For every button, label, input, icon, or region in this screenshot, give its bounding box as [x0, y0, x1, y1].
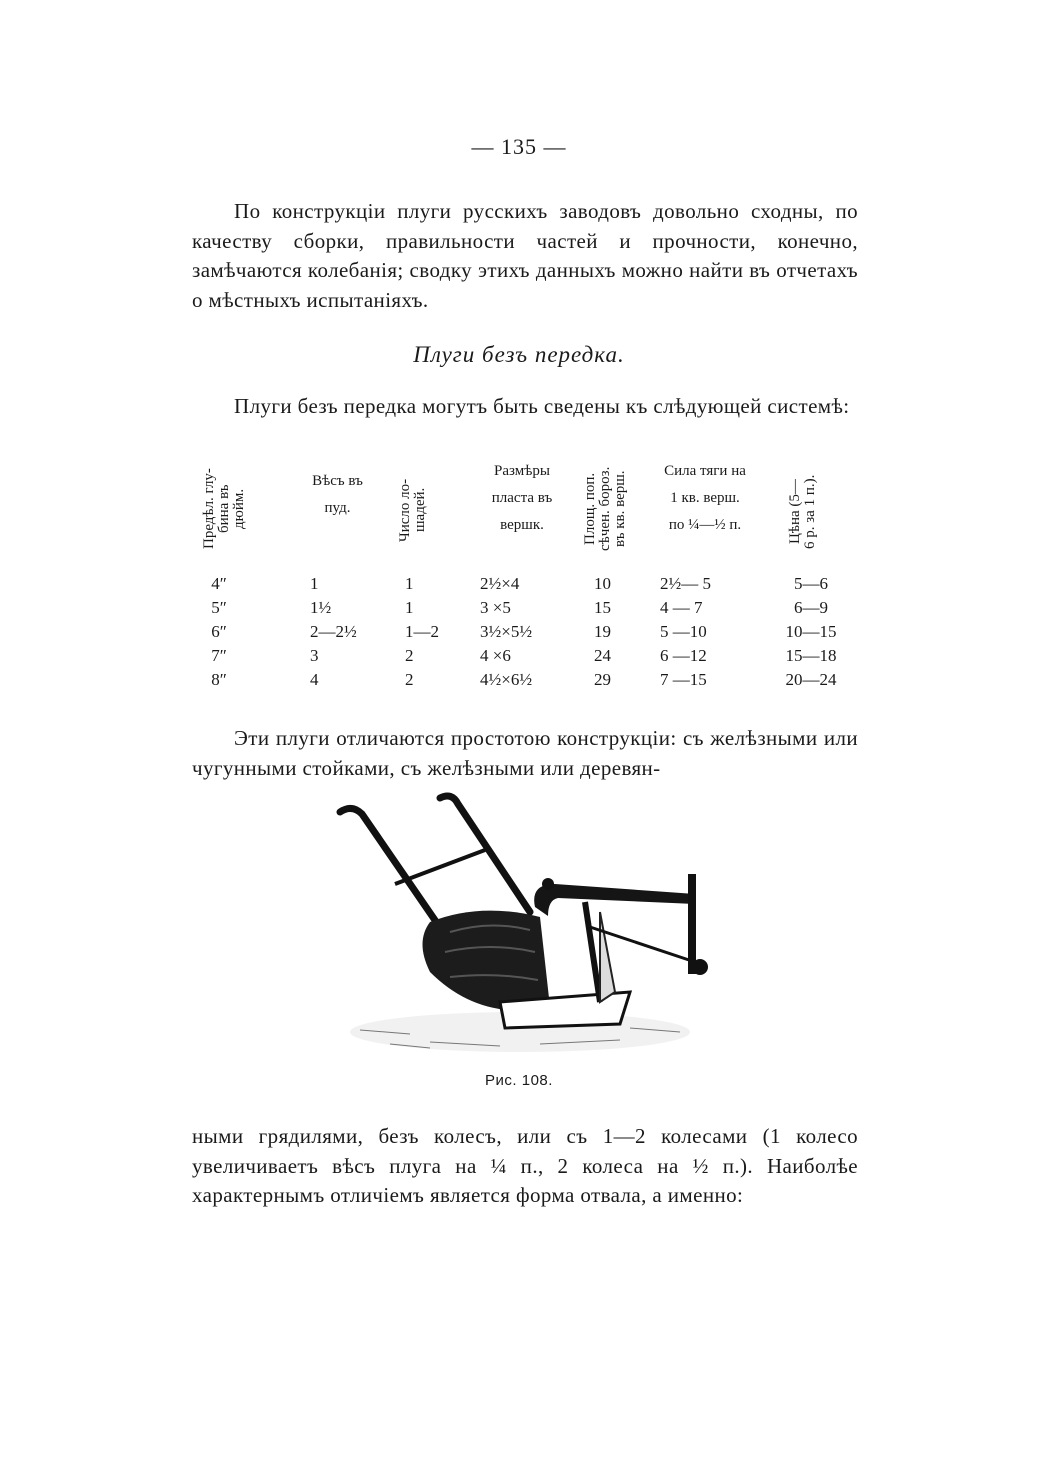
paragraph-wheels: ными грядилями, безъ колесъ, или съ 1—2 колесами (1 колесо увеличиваетъ вѣсъ плуга на ¼ п., 2 колеса на ½ п.). Наиболѣе характернымъ отличіемъ является форма отвала, а именно:	[192, 1124, 858, 1207]
cell-weight: 3	[310, 646, 319, 665]
paragraph-construction: Эти плуги отличаются простотою конструкціи: съ желѣзными или чугунными стойками, съ желѣзными или деревян-	[192, 726, 858, 780]
paragraph-system: Плуги безъ передка могутъ быть сведены къ слѣдующей системѣ:	[234, 394, 850, 418]
cell-draft: 5 —10	[660, 622, 707, 641]
cell-depth: 4″	[211, 574, 227, 593]
cell-layer: 4½×6½	[480, 670, 533, 689]
header-price: Цѣна (5— 6 р. за 1 п.).	[787, 474, 818, 550]
header-draft: Сила тяги на 1 кв. верш. по ¼—½ п.	[664, 463, 746, 533]
table-row	[200, 574, 850, 598]
page-number: — 135 —	[471, 134, 567, 159]
cell-depth: 8″	[211, 670, 227, 689]
cell-area: 24	[594, 646, 611, 665]
cell-weight: 2—2½	[310, 622, 357, 641]
header-horses: Число ло- шадей.	[397, 478, 428, 542]
cell-depth: 6″	[211, 622, 227, 641]
figure-caption: Рис. 108.	[485, 1072, 553, 1089]
cell-draft: 4 — 7	[660, 598, 703, 617]
cell-layer: 3½×5½	[480, 622, 533, 641]
cell-horses: 1—2	[405, 622, 439, 641]
plough-spec-table	[200, 448, 850, 698]
paragraph-intro: По конструкціи плуги русскихъ заводовъ довольно сходны, по качеству сборки, правильности частей и прочности, конечно, замѣчаются колебанія; сводку этихъ данныхъ можно найти въ отчетахъ о мѣстныхъ испытаніяхъ.	[192, 199, 858, 312]
header-area: Площ. поп. сѣчен. бороз. въ кв. верш.	[582, 466, 628, 552]
cell-area: 15	[594, 598, 611, 617]
table-row	[200, 622, 850, 646]
cell-horses: 1	[405, 574, 414, 593]
cell-price: 20—24	[785, 670, 837, 689]
cell-draft: 7 —15	[660, 670, 707, 689]
table-row	[200, 670, 850, 694]
cell-depth: 5″	[211, 598, 227, 617]
header-weight: Вѣсъ въ пуд.	[312, 473, 363, 516]
cell-area: 29	[594, 670, 611, 689]
plough-illustration-icon	[300, 792, 740, 1062]
cell-weight: 1½	[310, 598, 332, 617]
cell-horses: 1	[405, 598, 414, 617]
cell-price: 10—15	[785, 622, 837, 641]
cell-price: 5—6	[794, 574, 828, 593]
figure-108	[300, 792, 740, 1062]
cell-depth: 7″	[211, 646, 227, 665]
cell-area: 19	[594, 622, 611, 641]
header-depth: Предѣл. глу- бина въ дюйм.	[201, 468, 247, 550]
cell-layer: 2½×4	[480, 574, 520, 593]
cell-weight: 1	[310, 574, 319, 593]
cell-horses: 2	[405, 646, 414, 665]
cell-price: 6—9	[794, 598, 828, 617]
cell-weight: 4	[310, 670, 319, 689]
table-row	[200, 646, 850, 670]
table-row	[200, 598, 850, 622]
cell-draft: 2½— 5	[660, 574, 711, 593]
cell-price: 15—18	[785, 646, 837, 665]
cell-layer: 3 ×5	[480, 598, 511, 617]
section-heading: Плуги безъ передка.	[413, 342, 625, 367]
header-layer: Размѣры пласта въ вершк.	[491, 463, 553, 533]
cell-layer: 4 ×6	[480, 646, 511, 665]
cell-draft: 6 —12	[660, 646, 707, 665]
cell-area: 10	[594, 574, 611, 593]
cell-horses: 2	[405, 670, 414, 689]
